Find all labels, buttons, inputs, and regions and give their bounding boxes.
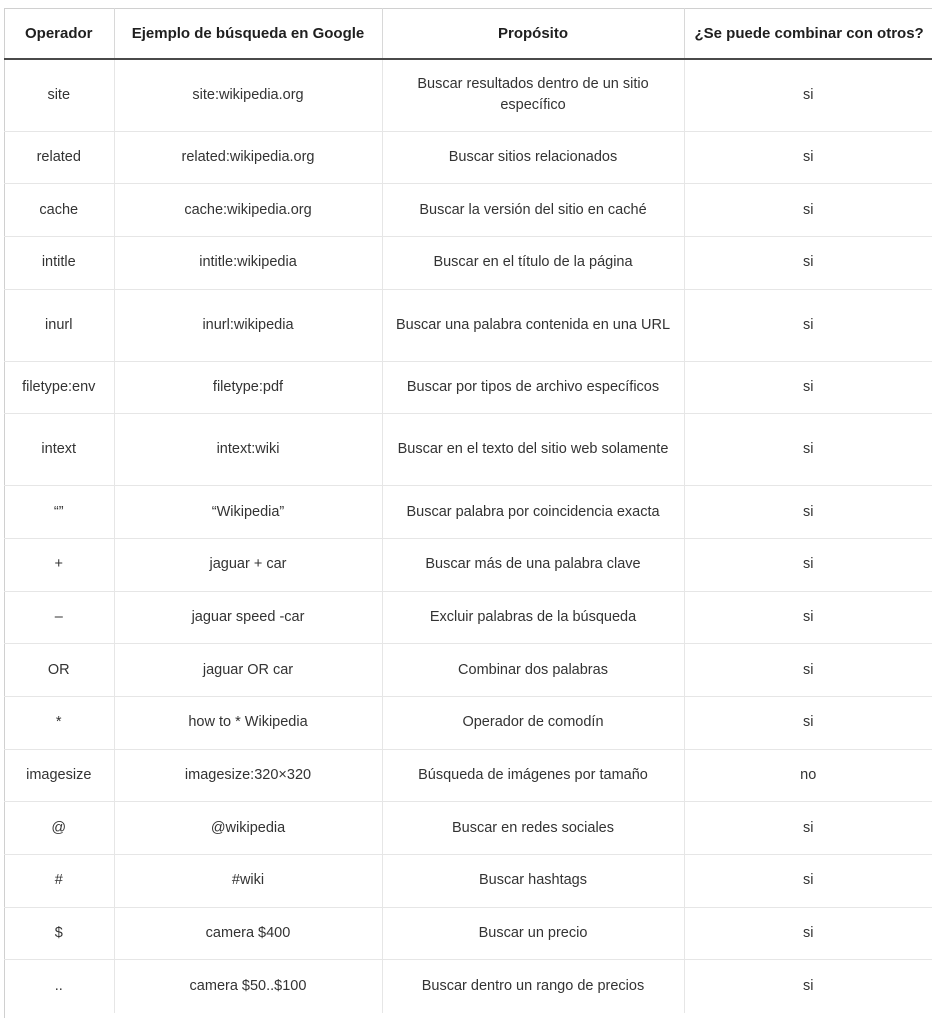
cell-purpose: Buscar dentro un rango de precios [382, 960, 684, 1013]
cell-example: “Wikipedia” [114, 486, 382, 539]
cell-purpose: Buscar sitios relacionados [382, 131, 684, 184]
cell-example: how to * Wikipedia [114, 697, 382, 750]
cell-combinable: si [684, 644, 932, 697]
cell-purpose: Combinar dos palabras [382, 644, 684, 697]
cell-example: @wikipedia [114, 802, 382, 855]
table-header [4, 8, 932, 59]
cell-operator: @ [4, 802, 114, 855]
operators-table-container [4, 8, 932, 1013]
cell-purpose: Buscar la versión del sitio en caché [382, 184, 684, 237]
cell-purpose: Buscar hashtags [382, 855, 684, 908]
cell-example: camera $50..$100 [114, 960, 382, 1013]
cell-operator: # [4, 855, 114, 908]
table-row [4, 414, 932, 486]
cell-operator: intitle [4, 236, 114, 289]
cell-combinable: si [684, 960, 932, 1013]
cell-operator: cache [4, 184, 114, 237]
table-row [4, 131, 932, 184]
cell-example: intext:wiki [114, 414, 382, 486]
cell-operator: imagesize [4, 749, 114, 802]
table-row [4, 907, 932, 960]
cell-example: jaguar speed -car [114, 591, 382, 644]
cell-purpose: Buscar en redes sociales [382, 802, 684, 855]
table-row [4, 644, 932, 697]
cell-example: imagesize:320×320 [114, 749, 382, 802]
table-row [4, 591, 932, 644]
cell-example: camera $400 [114, 907, 382, 960]
cell-operator: $ [4, 907, 114, 960]
cell-purpose: Buscar palabra por coincidencia exacta [382, 486, 684, 539]
table-row [4, 697, 932, 750]
cell-purpose: Buscar en el texto del sitio web solamente [382, 414, 684, 486]
cell-operator: + [4, 538, 114, 591]
cell-purpose: Buscar una palabra contenida en una URL [382, 289, 684, 361]
table-row [4, 184, 932, 237]
cell-example: jaguar OR car [114, 644, 382, 697]
header-combinable: ¿Se puede combinar con otros? [684, 8, 932, 59]
header-purpose: Propósito [382, 8, 684, 59]
cell-operator: inurl [4, 289, 114, 361]
cell-combinable: si [684, 59, 932, 131]
cell-combinable: si [684, 486, 932, 539]
cell-combinable: si [684, 538, 932, 591]
table-row [4, 486, 932, 539]
cell-example: intitle:wikipedia [114, 236, 382, 289]
cell-example: related:wikipedia.org [114, 131, 382, 184]
cell-example: inurl:wikipedia [114, 289, 382, 361]
cell-combinable: si [684, 361, 932, 414]
table-row [4, 289, 932, 361]
table-body [4, 59, 932, 1013]
cell-operator: intext [4, 414, 114, 486]
cell-example: filetype:pdf [114, 361, 382, 414]
cell-operator: site [4, 59, 114, 131]
cell-operator: OR [4, 644, 114, 697]
cell-combinable: si [684, 855, 932, 908]
cell-operator: .. [54, 978, 63, 995]
cell-purpose: Buscar un precio [382, 907, 684, 960]
table-row [4, 59, 932, 131]
cell-combinable: si [684, 591, 932, 644]
cell-combinable: si [684, 289, 932, 361]
cell-combinable: si [684, 802, 932, 855]
cell-combinable: si [684, 907, 932, 960]
cell-purpose: Buscar más de una palabra clave [382, 538, 684, 591]
cell-purpose: Operador de comodín [382, 697, 684, 750]
header-example: Ejemplo de búsqueda en Google [114, 8, 382, 59]
table-row [4, 855, 932, 908]
cell-purpose: Búsqueda de imágenes por tamaño [382, 749, 684, 802]
cell-operator: – [4, 591, 114, 644]
cell-operator: “” [4, 486, 114, 539]
cell-example: #wiki [114, 855, 382, 908]
table-row [4, 802, 932, 855]
table-row [4, 538, 932, 591]
cell-purpose: Buscar por tipos de archivo específicos [382, 361, 684, 414]
cell-purpose: Buscar resultados dentro de un sitio específico [382, 59, 684, 131]
cell-combinable: no [684, 749, 932, 802]
table-row [4, 361, 932, 414]
header-operator: Operador [4, 8, 114, 59]
table-row [4, 236, 932, 289]
cell-example: site:wikipedia.org [114, 59, 382, 131]
cell-example: cache:wikipedia.org [114, 184, 382, 237]
operators-table [4, 8, 932, 1013]
cell-combinable: si [684, 184, 932, 237]
cell-operator: filetype:env [4, 361, 114, 414]
cell-operator: related [4, 131, 114, 184]
cell-purpose: Buscar en el título de la página [382, 236, 684, 289]
cell-purpose: Excluir palabras de la búsqueda [382, 591, 684, 644]
table-row [4, 960, 932, 1013]
cell-combinable: si [684, 414, 932, 486]
cell-operator: * [4, 697, 114, 750]
cell-combinable: si [684, 236, 932, 289]
header-row [4, 8, 932, 59]
cell-example: jaguar + car [114, 538, 382, 591]
cell-combinable: si [684, 131, 932, 184]
table-row [4, 749, 932, 802]
cell-combinable: si [684, 697, 932, 750]
